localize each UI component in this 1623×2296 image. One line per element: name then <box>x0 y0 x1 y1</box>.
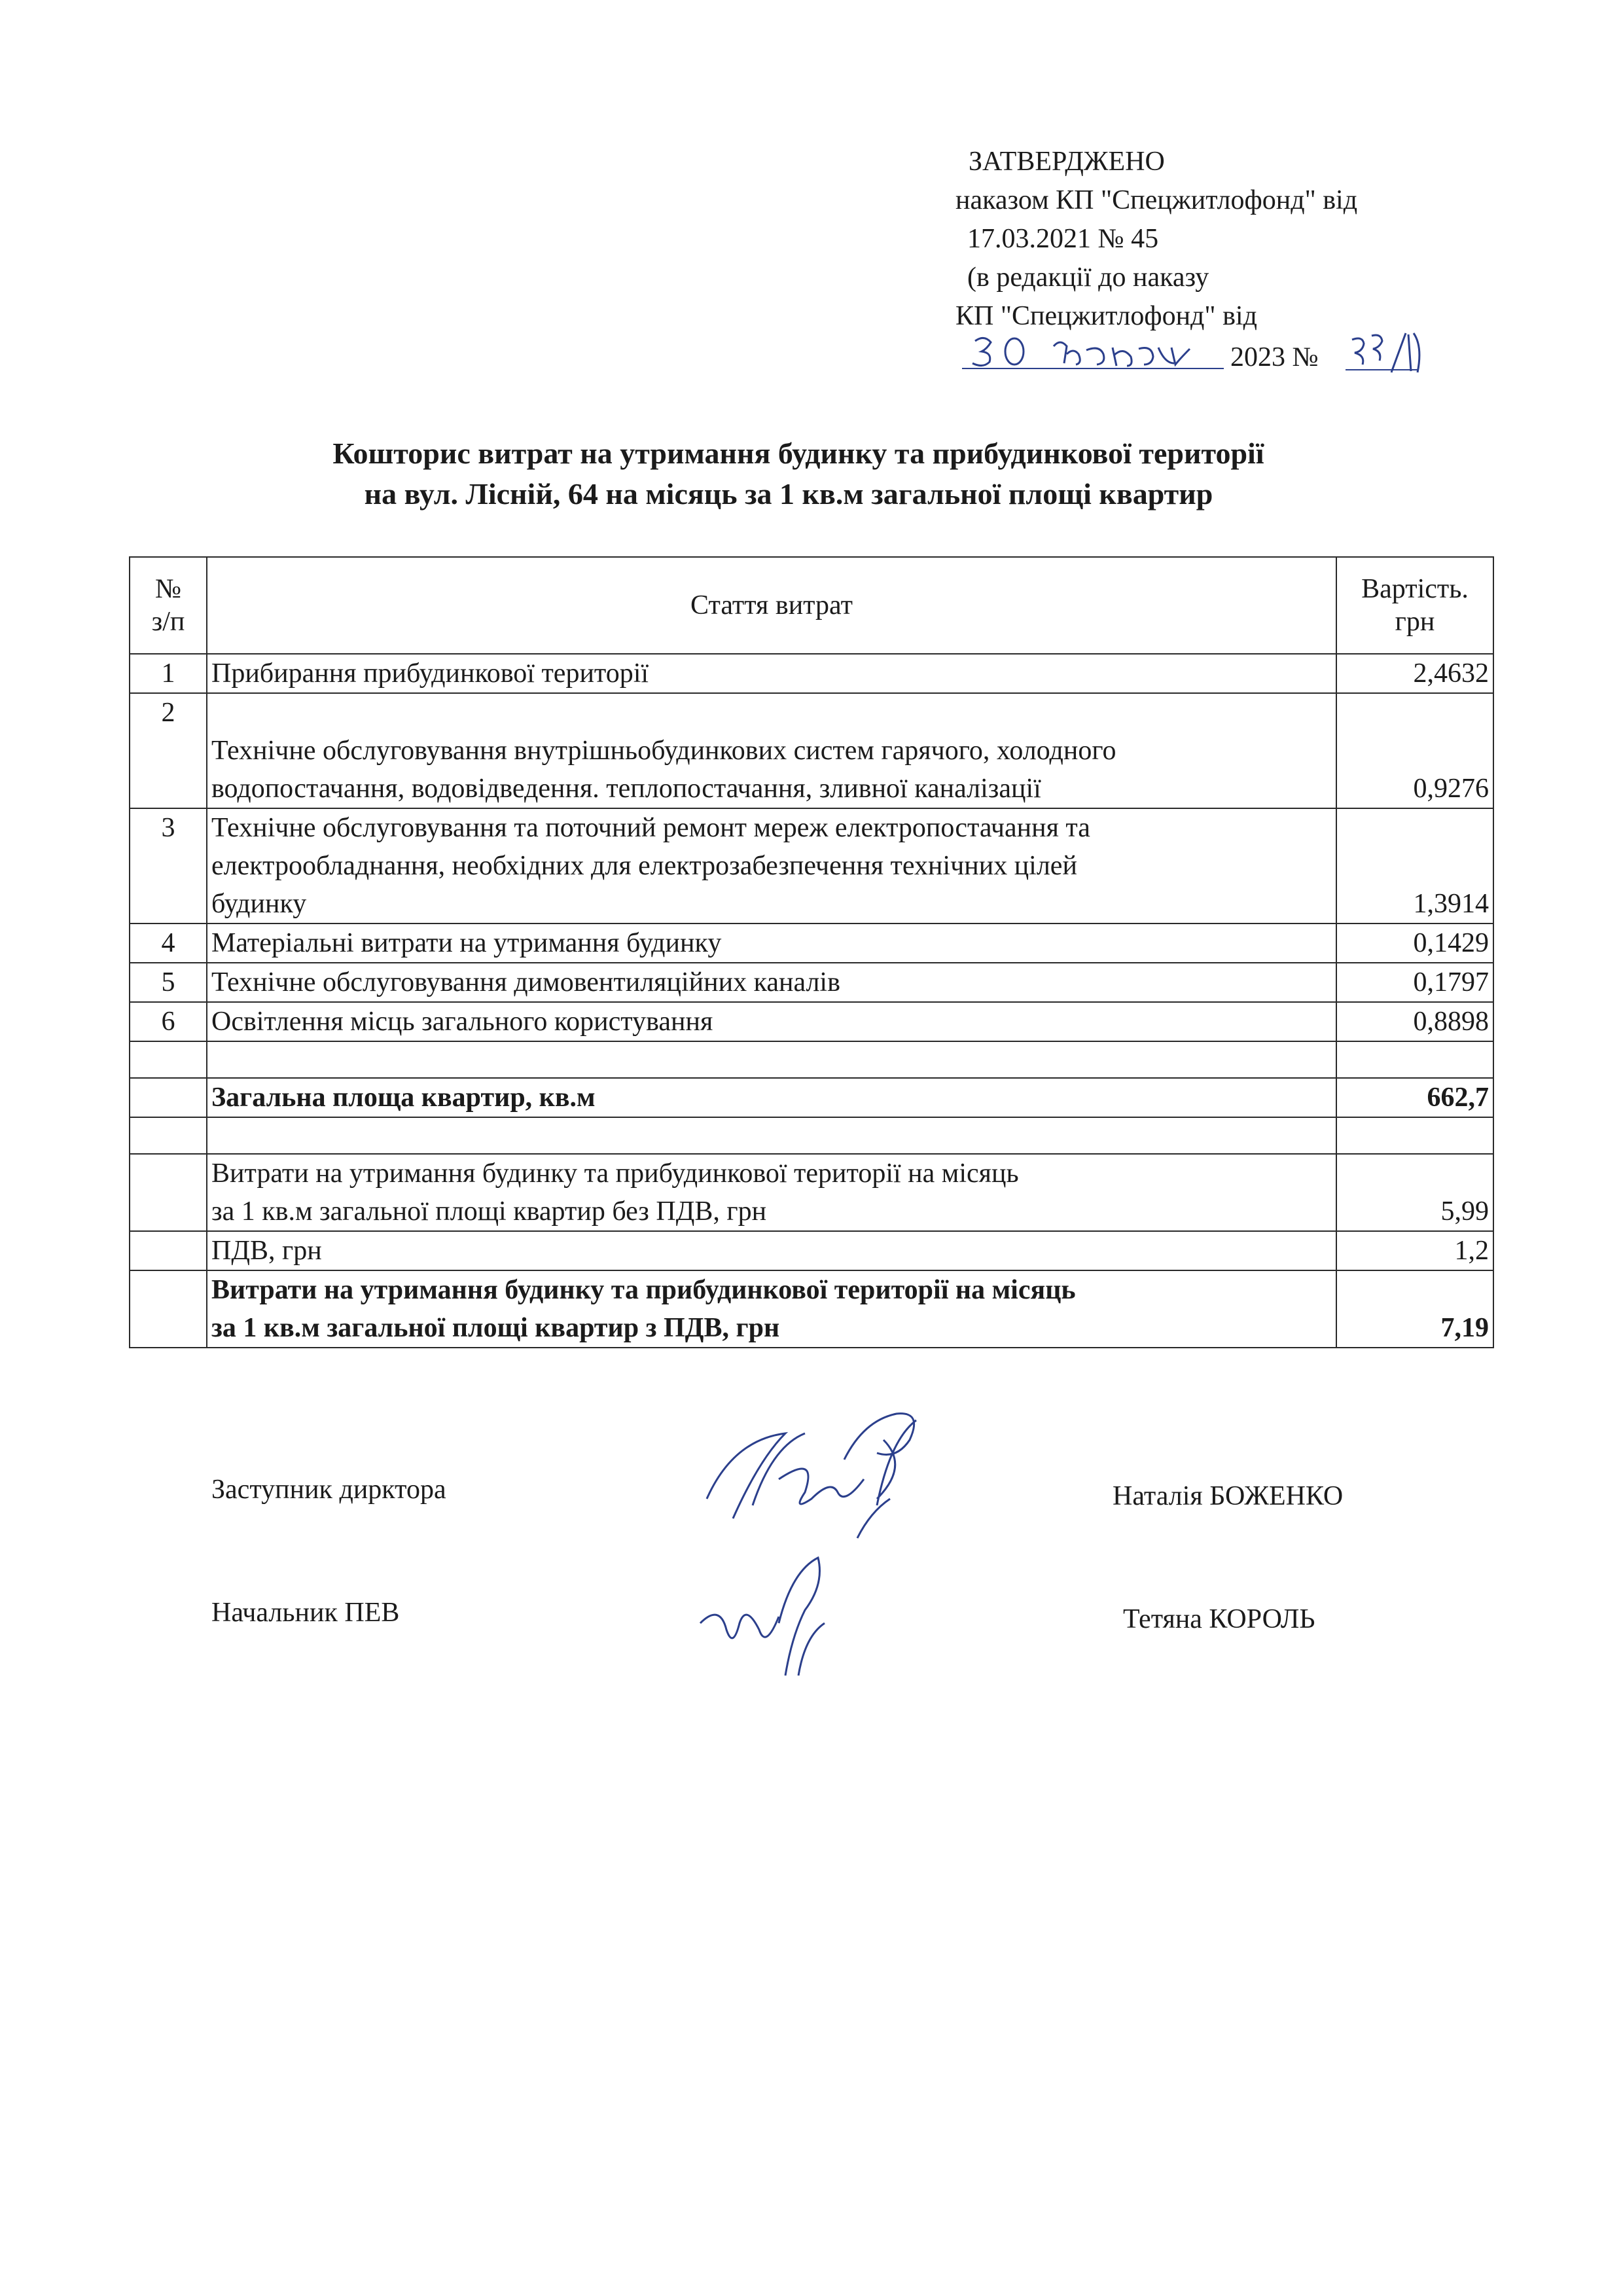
table-row <box>130 963 1493 1002</box>
row-num: 6 <box>130 1002 207 1041</box>
signatory-2-name: Тетяна КОРОЛЬ <box>1123 1604 1315 1634</box>
row-item: Технічне обслуговування димовентиляційних каналів <box>207 963 1336 1002</box>
cost-no-vat-row <box>130 1154 1493 1231</box>
total-area-row <box>130 1078 1493 1117</box>
cost-with-vat-label: Витрати на утримання будинку та прибудинкової території на місяць за 1 кв.м загальної площі квартир з ПДВ, грн <box>207 1270 1336 1348</box>
row-item: Технічне обслуговування внутрішньобудинкових систем гарячого, холодного водопостачання, водовідведення. теплопостачання, зливної каналізації <box>207 693 1336 808</box>
signatory-1-position: Заступник диркторa <box>211 1475 446 1505</box>
table-row <box>130 924 1493 963</box>
row-item: Матеріальні витрати на утримання будинку <box>207 924 1336 963</box>
approval-handwritten-date <box>949 336 1357 378</box>
vat-row <box>130 1231 1493 1270</box>
approval-edition-org: КП "Спецжитлофонд" від <box>955 301 1257 331</box>
approval-edition-note: (в редакції до наказу <box>967 262 1209 293</box>
row-value: 1,3914 <box>1336 808 1493 924</box>
vat-label: ПДВ, грн <box>207 1231 1336 1270</box>
signatory-1-name: Наталія БОЖЕНКО <box>1113 1481 1344 1511</box>
total-area-label: Загальна площа квартир, кв.м <box>207 1078 1336 1117</box>
cost-no-vat-label: Витрати на утримання будинку та прибудинкової території на місяць за 1 кв.м загальної площі квартир без ПДВ, грн <box>207 1154 1336 1231</box>
handwritten-date-icon <box>949 328 1237 380</box>
cost-with-vat-value: 7,19 <box>1336 1270 1493 1348</box>
header-item: Стаття витрат <box>207 557 1336 654</box>
title-line-1: Кошторис витрат на утримання будинку та прибудинкової території <box>332 437 1264 470</box>
row-value: 2,4632 <box>1336 654 1493 693</box>
row-num: 5 <box>130 963 207 1002</box>
total-area-value: 662,7 <box>1336 1078 1493 1117</box>
cost-no-vat-value: 5,99 <box>1336 1154 1493 1231</box>
title-line-2: на вул. Лісній, 64 на місяць за 1 кв.м загальної площі квартир <box>364 477 1213 511</box>
row-value: 0,1429 <box>1336 924 1493 963</box>
cost-estimate-table <box>129 556 1494 1348</box>
row-item: Технічне обслуговування та поточний ремонт мереж електропостачання та електрообладнання, необхідних для електрозабезпечення технічних цілей будинку <box>207 808 1336 924</box>
approval-order-ref: наказом КП "Спецжитлофонд" від <box>955 185 1358 215</box>
signature-2-icon <box>681 1545 877 1702</box>
row-value: 0,8898 <box>1336 1002 1493 1041</box>
empty-row <box>130 1041 1493 1078</box>
row-num: 3 <box>130 808 207 924</box>
signatory-2-position: Начальник ПЕВ <box>211 1598 400 1628</box>
table-row <box>130 808 1493 924</box>
row-num: 4 <box>130 924 207 963</box>
row-value: 0,1797 <box>1336 963 1493 1002</box>
approval-stamp <box>955 143 1357 378</box>
approval-heading: ЗАТВЕРДЖЕНО <box>969 147 1165 177</box>
table-row <box>130 654 1493 693</box>
table-header-row <box>130 557 1493 654</box>
row-item: Прибирання прибудинкової території <box>207 654 1336 693</box>
header-num: № з/п <box>130 557 207 654</box>
row-item: Освітлення місць загального користування <box>207 1002 1336 1041</box>
vat-value: 1,2 <box>1336 1231 1493 1270</box>
row-num: 2 <box>130 693 207 808</box>
row-value: 0,9276 <box>1336 693 1493 808</box>
handwritten-number-icon <box>1346 327 1424 379</box>
document-title <box>0 433 1623 514</box>
header-cost: Вартість. грн <box>1336 557 1493 654</box>
approval-year: 2023 № <box>1230 342 1319 372</box>
cost-with-vat-row <box>130 1270 1493 1348</box>
table-row <box>130 1002 1493 1041</box>
empty-row <box>130 1117 1493 1154</box>
approval-order-date: 17.03.2021 № 45 <box>967 224 1159 254</box>
row-num: 1 <box>130 654 207 693</box>
table-row <box>130 693 1493 808</box>
signature-1-icon <box>681 1401 995 1558</box>
